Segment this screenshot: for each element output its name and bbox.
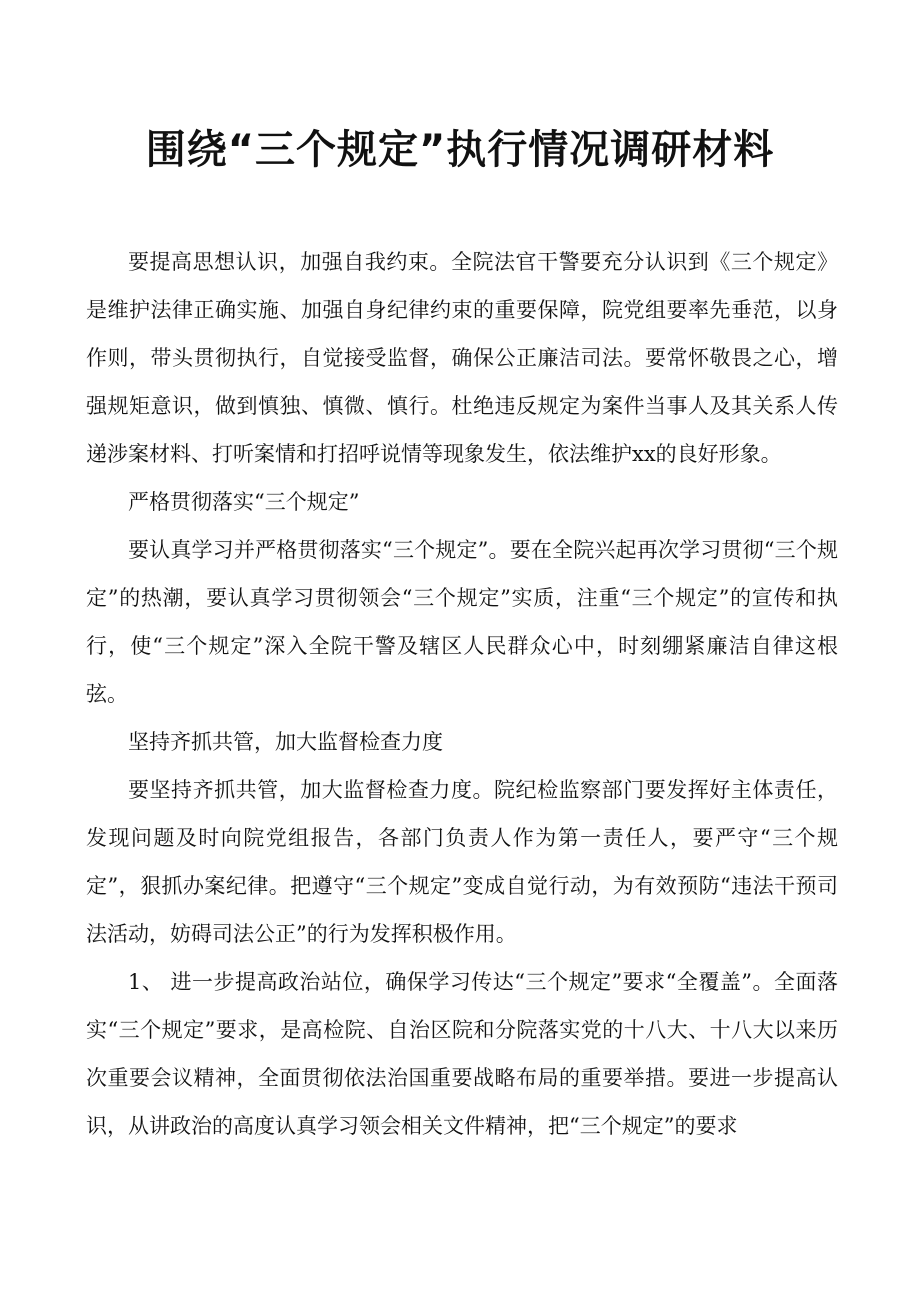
paragraph-4: 1、 进一步提高政治站位，确保学习传达“三个规定”要求“全覆盖”。全面落实“三个规定”要求，是高检院、自治区院和分院落实党的十八大、十八大以来历次重要会议精神，全面贯彻依法治国重要战略布局的重要举措。要进一步提高认识，从讲政治的高度认真学习领会相关文件精神，把“三个规定”的要求 xyxy=(86,970,838,1138)
document-body xyxy=(86,238,838,1150)
section-heading-1: 严格贯彻落实“三个规定” xyxy=(128,490,360,514)
paragraph-3: 要坚持齐抓共管，加大监督检查力度。院纪检监察部门要发挥好主体责任，发现问题及时向院党组报告，各部门负责人作为第一责任人，要严守“三个规定”，狠抓办案纪律。把遵守“三个规定”变成自觉行动，为有效预防“违法干预司法活动，妨碍司法公正”的行为发挥积极作用。 xyxy=(86,778,838,946)
paragraph-2: 要认真学习并严格贯彻落实“三个规定”。要在全院兴起再次学习贯彻“三个规定”的热潮，要认真学习贯彻领会“三个规定”实质，注重“三个规定”的宣传和执行，使“三个规定”深入全院干警及辖区人民群众心中，时刻绷紧廉洁自律这根弦。 xyxy=(86,538,838,706)
paragraph-1: 要提高思想认识，加强自我约束。全院法官干警要充分认识到《三个规定》是维护法律正确实施、加强自身纪律约束的重要保障，院党组要率先垂范，以身作则，带头贯彻执行，自觉接受监督，确保公正廉洁司法。要常怀敬畏之心，增强规矩意识，做到慎独、慎微、慎行。杜绝违反规定为案件当事人及其关系人传递涉案材料、打听案情和打招呼说情等现象发生，依法维护xx的良好形象。 xyxy=(86,250,838,466)
document-title: 围绕“三个规定”执行情况调研材料 xyxy=(145,127,775,173)
section-heading-2: 坚持齐抓共管，加大监督检查力度 xyxy=(128,730,443,754)
